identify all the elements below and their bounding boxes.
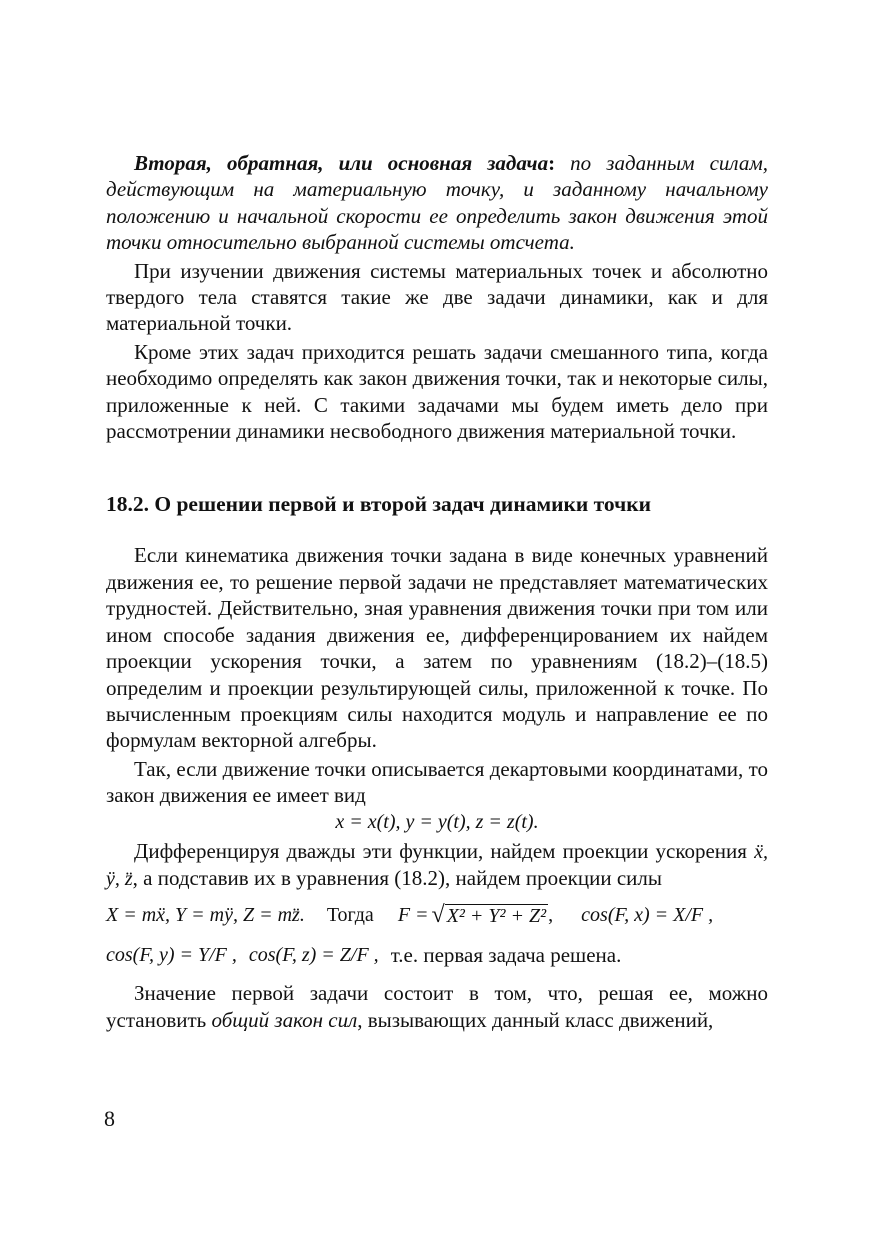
text-differentiate: Дифференцируя дважды эти функции, найдем проекции ускорения [134,838,747,863]
italic-general-law: общий закон сил [211,1007,358,1032]
acceleration-projections: ẍ, ÿ, z̈ [106,840,769,890]
motion-law-formula: x = x(t), y = y(t), z = z(t). [335,810,539,833]
paragraph-cartesian: Так, если движение точки описывается декартовыми координатами, то закон движения ее имеет вид [106,756,768,808]
text-causing: , вызывающих данный класс движений, [357,1007,714,1032]
force-projections: X = mẍ, Y = mÿ, Z = mz̈. [106,904,305,927]
cos-z-formula: cos(F, z) = Z/F , [248,944,379,967]
italic-definition: по заданным силам, действующим на материальную точку, и заданному начальному положению и начальной скорости ее определить закон движения этой точки относительно выбранной системы отсчета. [106,151,768,255]
colon: : [548,151,556,175]
then-word: Тогда [326,904,374,927]
paragraph-first-problem: Если кинематика движения точки задана в виде конечных уравнений движения ее, то решение первой задачи не представляет математических трудностей. Действительно, зная уравнения движения точки при том или ином способе задания движения ее, дифференцированием их найдем проекции ускорения точки, а затем по уравнениям (18.2)–(18.5) определим и проекции результирующей силы, приложенной к точке. По вычисленным проекциям силы находится модуль и направление ее по формулам векторной алгебры. [106,543,768,753]
page-number: 8 [104,1106,115,1131]
paragraph-systems: При изучении движения системы материальных точек и абсолютно твердого тела ставятся такие же две задачи динамики, как и для материальной точки. [106,258,768,336]
section-heading: 18.2. О решении первой и второй задач динамики точки [106,492,652,517]
text-significance: Значение первой задачи состоит в том, что, решая ее, можно установить [106,981,768,1032]
cos-x-formula: cos(F, x) = X/F , [581,904,714,927]
cos-y-formula: cos(F, y) = Y/F , [106,944,237,967]
sqrt-sign: √ [431,902,445,929]
force-formula-line-1: X = mẍ, Y = mÿ, Z = mz̈. Тогда F = √ X² + Y² + Z² , cos(F, x) = X/F , [106,896,768,934]
paragraph-mixed: Кроме этих задач приходится решать задачи смешанного типа, когда необходимо определять как закон движения точки, так и некоторые силы, приложенные к ней. С такими задачами мы будем иметь дело при рассмотрении динамики несвободного движения материальной точки. [106,339,768,444]
text-substitute: , а подставив их в уравнения (18.2), найдем проекции силы [132,865,662,890]
bold-term: Вторая, обратная, или основная задача [134,151,549,175]
paragraph-second-problem [106,150,768,256]
paragraph-significance [106,980,768,1033]
force-modulus-radicand: X² + Y² + Z² [446,904,547,927]
solved-text: т.е. первая задача решена. [390,943,622,968]
paragraph-differentiate [106,838,768,893]
force-modulus-label: F = [397,904,429,927]
force-formula-line-2 [106,936,768,974]
page-content [106,150,768,1033]
